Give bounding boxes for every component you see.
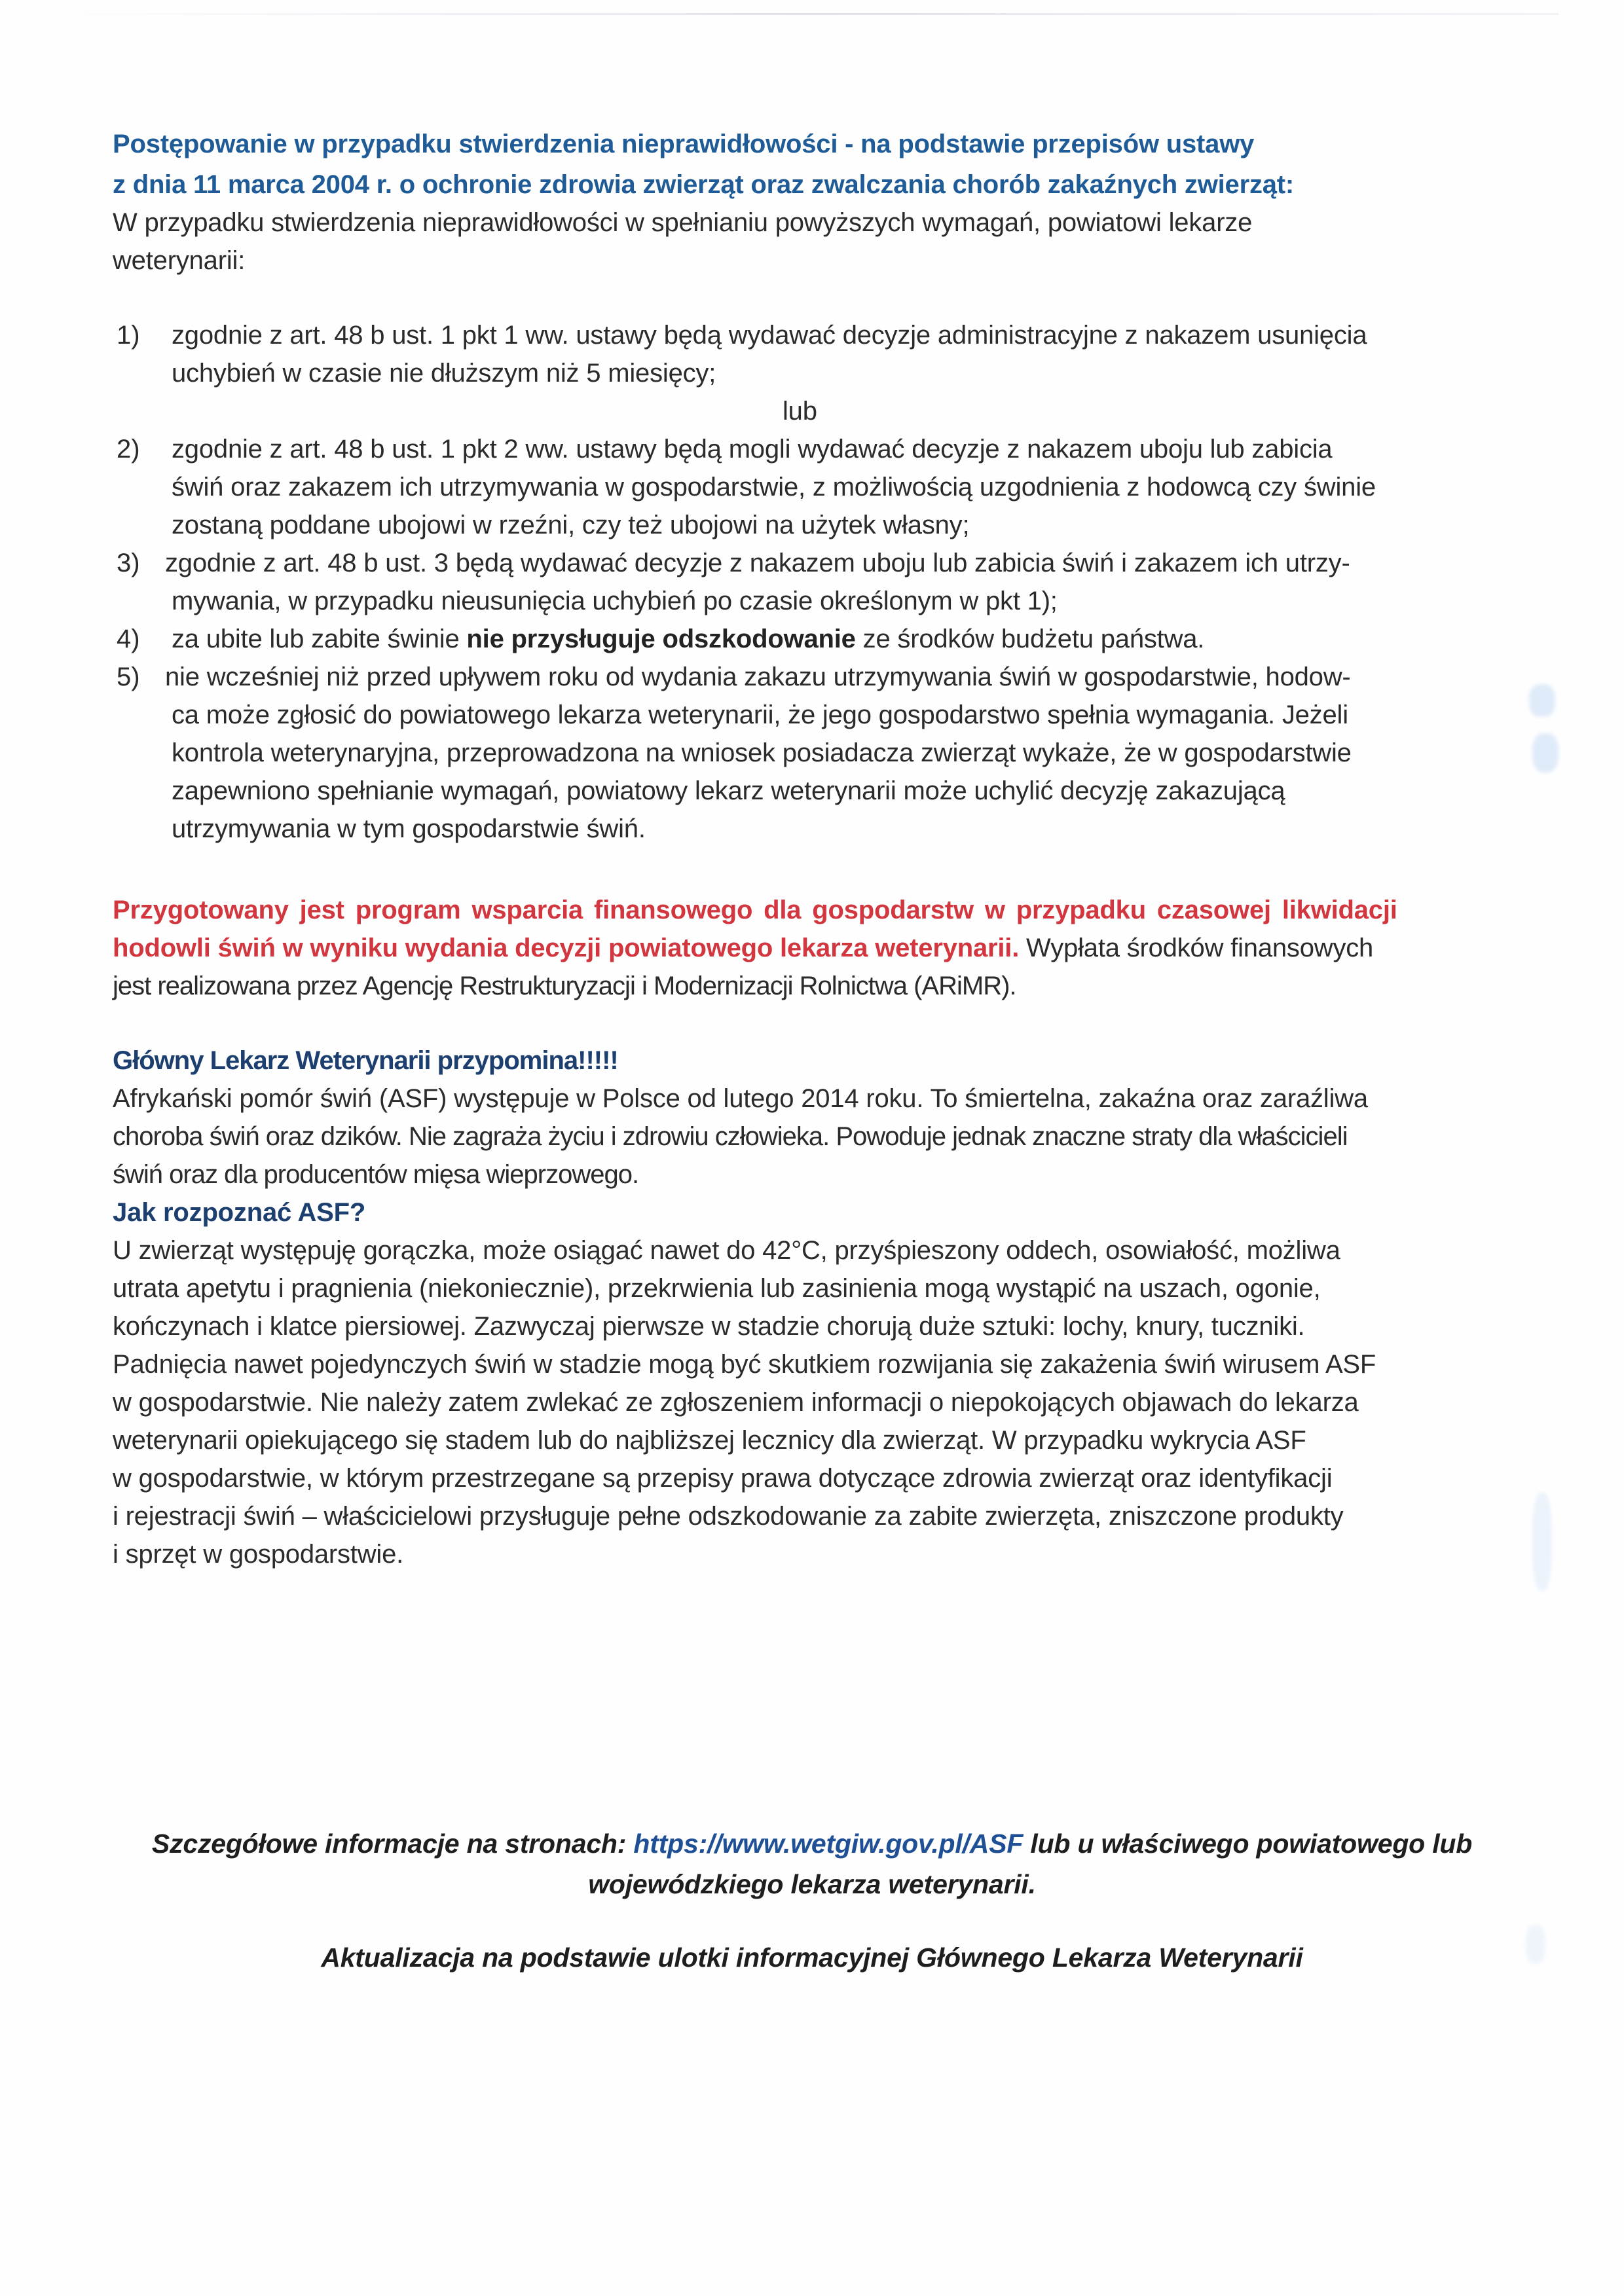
support-program-line-2: [113, 930, 1373, 966]
list-item-5-line-2: ca może zgłosić do powiatowego lekarza weterynarii, że jego gospodarstwo spełnia wymagania. Jeżeli: [172, 701, 1348, 729]
scan-artifact-blot: [1532, 1493, 1552, 1591]
list-item-4-text-after: ze środków budżetu państwa.: [855, 625, 1205, 653]
list-item-4-text-before: za ubite lub zabite świnie: [172, 625, 467, 653]
more-info-line-2: wojewódzkiego lekarza weterynarii.: [588, 1869, 1036, 1899]
asf-intro-line-3: świń oraz dla producentów mięsa wieprzowego.: [113, 1160, 639, 1189]
list-item-2-line-3: zostaną poddane ubojowi w rzeźni, czy też ubojowi na użytek własny;: [172, 511, 970, 539]
scan-artifact-blot: [1529, 684, 1555, 717]
more-info-line-1: [0, 1825, 1624, 1862]
list-item-number: 2): [117, 435, 140, 464]
asf-symptoms-line-9: i sprzęt w gospodarstwie.: [113, 1540, 404, 1569]
list-item-1-line-1: zgodnie z art. 48 b ust. 1 pkt 1 ww. ustawy będą wydawać decyzje administracyjne z nakazem usunięcia: [172, 321, 1367, 350]
asf-symptoms-line-1: U zwierząt występuję gorączka, może osiągać nawet do 42°C, przyśpieszony oddech, osowiałość, możliwa: [113, 1236, 1340, 1265]
list-item-3-line-1: zgodnie z art. 48 b ust. 3 będą wydawać decyzje z nakazem uboju lub zabicia świń i zakazem ich utrzy-: [165, 549, 1350, 577]
asf-symptoms-line-3: kończynach i klatce piersiowej. Zazwyczaj pierwsze w stadzie chorują duże sztuki: lochy, knury, tuczniki.: [113, 1312, 1305, 1341]
connector-lub: lub: [783, 397, 817, 426]
list-item-number: 5): [117, 663, 140, 691]
section-heading-line-2: z dnia 11 marca 2004 r. o ochronie zdrowia zwierząt oraz zwalczania chorób zakaźnych zwierząt:: [113, 170, 1295, 199]
more-info-suffix: lub u właściwego powiatowego lub: [1023, 1829, 1473, 1859]
list-item-4-line: [172, 621, 1204, 657]
scan-artifact-blot: [1532, 733, 1559, 773]
list-item-5-line-5: utrzymywania w tym gospodarstwie świń.: [172, 814, 646, 843]
list-item-number: 3): [117, 549, 140, 577]
scan-artifact-top: [52, 13, 1559, 15]
asf-recognition-heading: Jak rozpoznać ASF?: [113, 1198, 366, 1227]
asf-symptoms-line-2: utrata apetytu i pragnienia (niekoniecznie), przekrwienia lub zasinienia mogą wystąpić na uszach, ogonie,: [113, 1274, 1321, 1303]
list-item-3-line-2: mywania, w przypadku nieusunięcia uchybień po czasie określonym w pkt 1);: [172, 587, 1058, 615]
list-item-4-emphasis: nie przysługuje odszkodowanie: [466, 625, 856, 653]
asf-symptoms-line-6: weterynarii opiekującego się stadem lub do najbliższej lecznicy dla zwierząt. W przypadku wykrycia ASF: [113, 1426, 1306, 1455]
wetgiw-asf-link[interactable]: https://www.wetgiw.gov.pl/ASF: [633, 1829, 1024, 1859]
list-item-5-line-3: kontrola weterynaryjna, przeprowadzona na wniosek posiadacza zwierząt wykaże, że w gospodarstwie: [172, 738, 1352, 767]
intro-line-2: weterynarii:: [113, 246, 246, 275]
more-info-prefix: Szczegółowe informacje na stronach:: [151, 1829, 634, 1859]
asf-symptoms-line-8: i rejestracji świń – właścicielowi przysługuje pełne odszkodowanie za zabite zwierzęta, zniszczone produkty: [113, 1502, 1344, 1531]
support-program-line-3: jest realizowana przez Agencję Restrukturyzacji i Modernizacji Rolnictwa (ARiMR).: [113, 972, 1016, 1000]
intro-line-1: W przypadku stwierdzenia nieprawidłowości w spełnianiu powyższych wymagań, powiatowi lekarze: [113, 208, 1253, 237]
list-item-2-line-1: zgodnie z art. 48 b ust. 1 pkt 2 ww. ustawy będą mogli wydawać decyzje z nakazem uboju lub zabicia: [172, 435, 1333, 464]
list-item-2-line-2: świń oraz zakazem ich utrzymywania w gospodarstwie, z możliwością uzgodnienia z hodowcą czy świnie: [172, 473, 1376, 501]
list-item-1-line-2: uchybień w czasie nie dłuższym niż 5 miesięcy;: [172, 359, 716, 388]
support-program-payout: Wypłata środków finansowych: [1019, 934, 1374, 962]
asf-symptoms-line-5: w gospodarstwie. Nie należy zatem zwlekać ze zgłoszeniem informacji o niepokojących objawach do lekarza: [113, 1388, 1359, 1417]
list-item-number: 4): [117, 625, 140, 653]
asf-symptoms-line-7: w gospodarstwie, w którym przestrzegane są przepisy prawa dotyczące zdrowia zwierząt oraz identyfikacji: [113, 1464, 1333, 1493]
list-item-5-line-4: zapewniono spełnianie wymagań, powiatowy lekarz weterynarii może uchylić decyzję zakazującą: [172, 776, 1285, 805]
gvo-reminder-heading: Główny Lekarz Weterynarii przypomina!!!!!: [113, 1046, 618, 1075]
asf-intro-line-1: Afrykański pomór świń (ASF) występuje w Polsce od lutego 2014 roku. To śmiertelna, zakaźna oraz zaraźliwa: [113, 1084, 1368, 1113]
list-item-number: 1): [117, 321, 140, 350]
asf-intro-line-2: choroba świń oraz dzików. Nie zagraża życiu i zdrowiu człowieka. Powoduje jednak znaczne straty dla właścicieli: [113, 1122, 1348, 1151]
asf-symptoms-line-4: Padnięcia nawet pojedynczych świń w stadzie mogą być skutkiem rozwijania się zakażenia świń wirusem ASF: [113, 1350, 1376, 1379]
section-heading-line-1: Postępowanie w przypadku stwierdzenia nieprawidłowości - na podstawie przepisów ustawy: [113, 130, 1255, 158]
support-program-line-1: Przygotowany jest program wsparcia finansowego dla gospodarstw w przypadku czasowej likwidacji: [113, 896, 1397, 924]
support-program-highlight: hodowli świń w wyniku wydania decyzji powiatowego lekarza weterynarii.: [113, 934, 1020, 962]
update-note: Aktualizacja na podstawie ulotki informacyjnej Głównego Lekarza Weterynarii: [321, 1942, 1303, 1973]
list-item-5-line-1: nie wcześniej niż przed upływem roku od wydania zakazu utrzymywania świń w gospodarstwie, hodow-: [165, 663, 1351, 691]
